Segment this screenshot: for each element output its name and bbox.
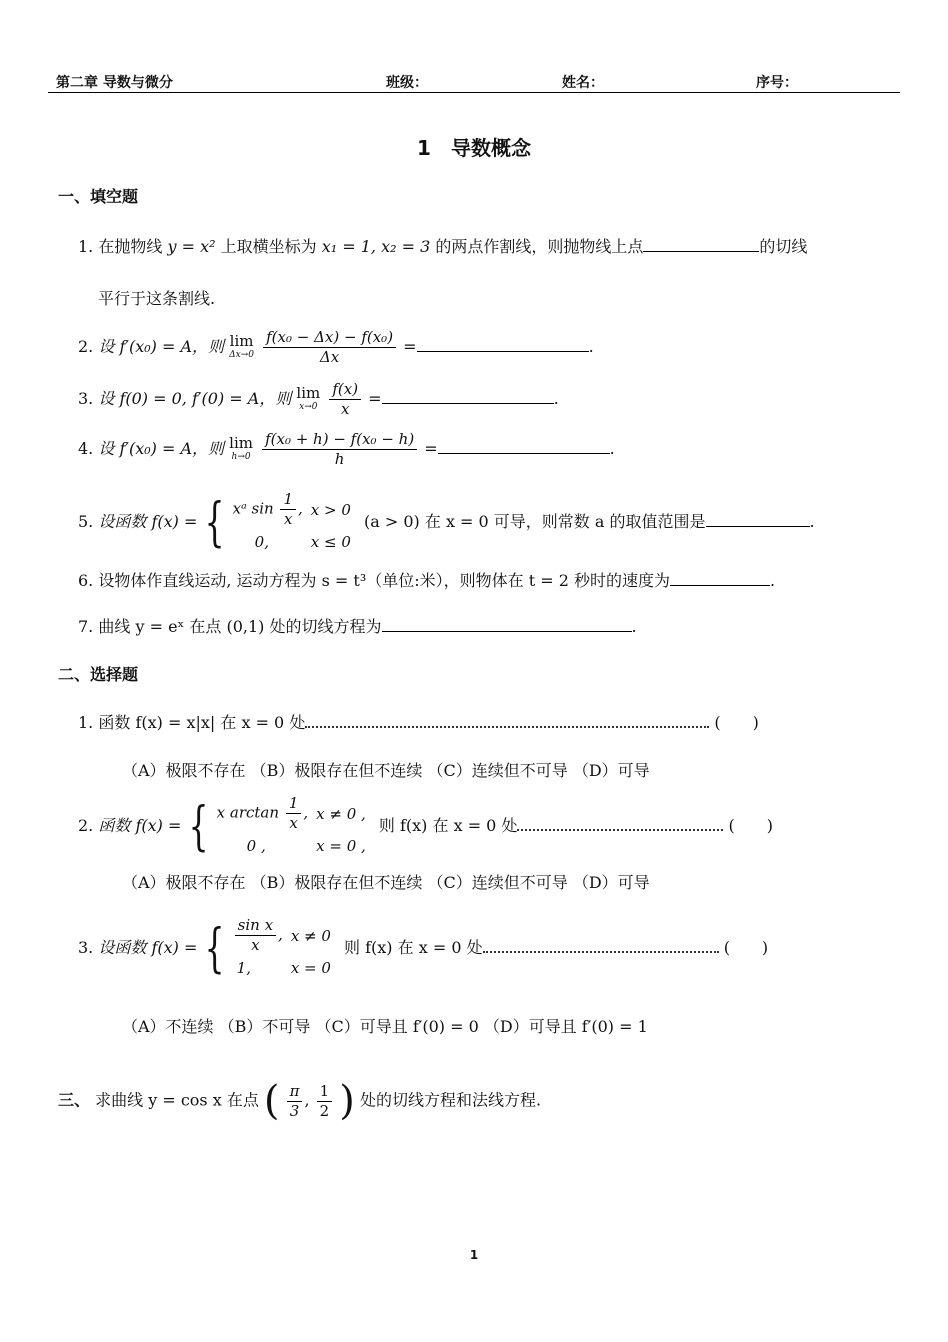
fill-q5: 5. 设函数 f(x) = { xᵃ sin $\frac{1}{x}$ , x > 0 0, x ≤ 0 (a > 0) 在 x = 0 可导，则常数 a 的取值范围是 . [78,490,815,553]
page-number: 1 [469,1248,479,1262]
section-choice-heading: 二、选择题 [58,665,139,684]
fill-q7: 7. 曲线 y = eˣ 在点 (0,1) 处的切线方程为 . [78,617,637,636]
seq-label: 序号： [756,75,798,91]
answer-blank[interactable] [706,510,810,527]
fill-q4: 4. 设 f′(x₀) = A，则 lim h→0 $\frac{\text{f(x₀ + h) − f(x₀ − h)}}{h}$ = . [78,430,615,468]
answer-blank[interactable] [417,335,589,352]
answer-blank[interactable] [643,235,759,252]
section-fill-heading: 一、填空题 [58,187,139,206]
answer-blank[interactable] [670,569,770,586]
choice-q1: 1. 函数 f(x) = x|x| 在 x = 0 处 ( ) [78,713,759,732]
choice-q3: 3. 设函数 f(x) = { $\frac{\text{sin x}}{x}$ , x ≠ 0 1, x = 0 则 f(x) 在 x = 0 处 ( ) [78,916,769,979]
choice-q3-options: （A）不连续 （B）不可导 （C）可导且 f′(0) = 0 （D）可导且 f′(0) = 1 [122,1017,648,1036]
answer-blank[interactable] [382,387,554,404]
answer-paren[interactable]: ( ) [714,713,759,732]
choice-q2-options: （A）极限不存在 （B）极限存在但不连续 （C）连续但不可导 （D）可导 [122,873,650,892]
name-label: 姓名： [562,75,604,91]
page-title: 1 导数概念 [417,136,531,160]
header-rule [48,92,900,93]
chapter-title: 第二章 导数与微分 [56,75,173,91]
choice-q1-options: （A）极限不存在 （B）极限存在但不连续 （C）连续但不可导 （D）可导 [122,761,650,780]
fill-q6: 6. 设物体作直线运动, 运动方程为 s = t³（单位:米），则物体在 t = 2 秒时的速度为 . [78,571,776,590]
answer-blank[interactable] [382,615,632,632]
answer-blank[interactable] [438,437,610,454]
fill-q2: 2. 设 f′(x₀) = A，则 lim Δx→0 $\frac{\text{f(x₀ − Δx) − f(x₀)}}{\Delta x}$ = . [78,328,594,366]
fill-q1-cont: 平行于这条割线. [98,289,216,308]
answer-paren[interactable]: ( ) [723,938,769,957]
solve-question: 三、 求曲线 y = cos x 在点 ( $\frac{\pi}{3}$ , $\frac{1}{2}$ ) 处的切线方程和法线方程. [58,1078,542,1124]
fill-q3: 3. 设 f(0) = 0, f′(0) = A，则 lim x→0 $\frac{f(x)}{x}$ = . [78,380,559,418]
class-label: 班级： [386,75,428,91]
fill-q1: 1. 在抛物线 y = x² 上取横坐标为 x₁ = 1, x₂ = 3 的两点作割线，则抛物线上点 的切线 [78,237,808,256]
choice-q2: 2. 函数 f(x) = { x arctan $\frac{1}{x}$ , x ≠ 0 , 0 , x = 0 , 则 f(x) 在 x = 0 处 ( ) [78,794,774,857]
answer-paren[interactable]: ( ) [728,816,774,835]
